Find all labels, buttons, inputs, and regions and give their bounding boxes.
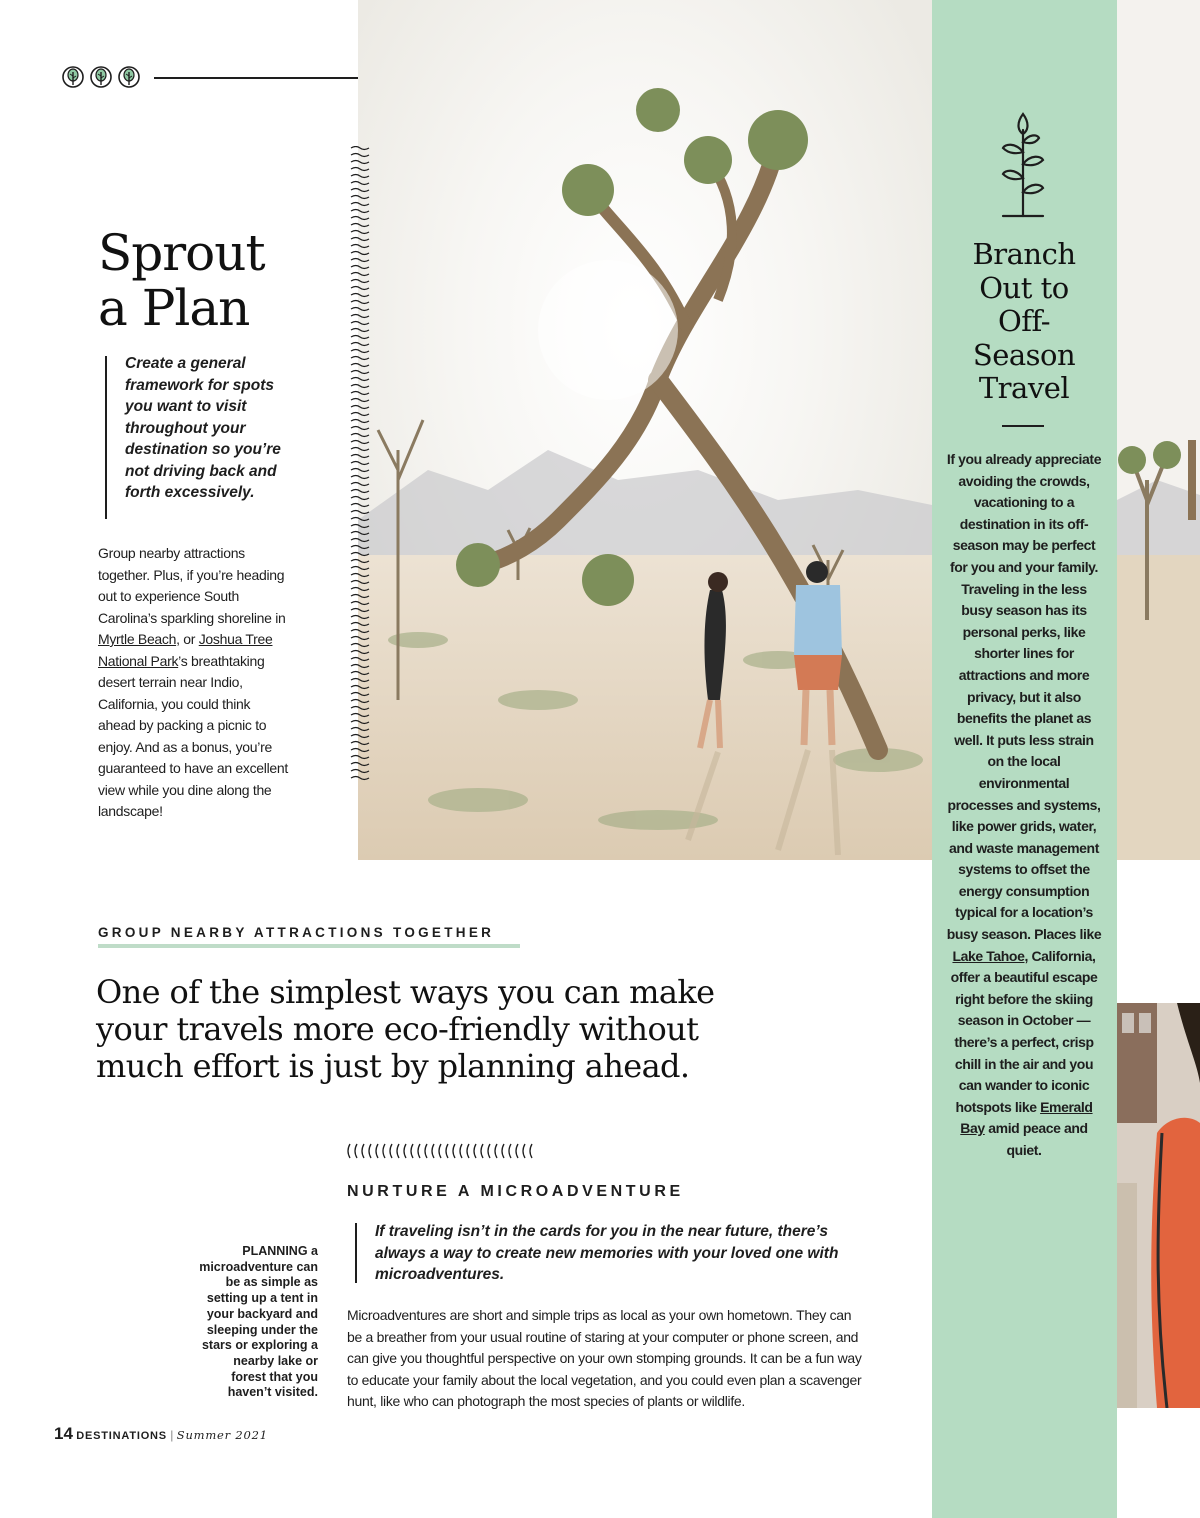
header-rule — [154, 77, 358, 79]
sprout-body — [98, 543, 288, 823]
pull-quote-bar — [105, 356, 107, 519]
issue-date: Summer 2021 — [176, 1428, 268, 1442]
squiggle-divider — [345, 1142, 537, 1160]
main-headline — [96, 974, 856, 1085]
sprout-title-line: a Plan — [98, 279, 250, 337]
tree-icon — [62, 66, 84, 88]
tree-icon — [118, 66, 140, 88]
emerald-bay-link[interactable]: Emerald Bay — [960, 1098, 1093, 1137]
sidebar-title-line: Season — [972, 337, 1076, 372]
body-text: ’s breathtaking desert terrain near Indio, California, you could think ahead by packing a picnic to enjoy. And as a bonus, you’re guaranteed to have an excellent view while you dine along the landscape! — [98, 652, 288, 819]
magazine-name: DESTINATIONS — [76, 1430, 167, 1442]
sidebar-title-line: Branch — [972, 237, 1076, 271]
headline-line: much effort is just by planning ahead. — [96, 1047, 690, 1085]
sidebar-text: If you already appreciate avoiding the crowds, vacationing to a destination in its off-season may be perfect for you and your family. Traveling in the less busy season has its personal perks, like shorter lines for attractions and more privacy, but it also benefits the planet as well. It puts less strain on the local environmental processes and systems, like power grids, water, and waste management systems to offset the energy consumption typical for a location’s busy season. Places like — [946, 451, 1102, 943]
tree-icon — [90, 66, 112, 88]
lake-tahoe-link[interactable]: Lake Tahoe — [952, 947, 1025, 964]
joshua-tree-link[interactable]: Joshua Tree National Park — [98, 631, 273, 669]
headline-line: One of the simplest ways you can make — [96, 973, 715, 1011]
side-note-lead: PLANNING — [242, 1244, 308, 1258]
page-number: 14 — [54, 1424, 73, 1443]
sidebar-title-line: Off- — [997, 304, 1050, 338]
headline-line: your travels more eco-friendly without — [96, 1010, 699, 1048]
sidebar-title-line: Out to — [979, 270, 1069, 305]
sidebar-title-line: Travel — [978, 371, 1070, 405]
myrtle-beach-link[interactable]: Myrtle Beach — [98, 631, 177, 647]
group-kicker: GROUP NEARBY ATTRACTIONS TOGETHER — [98, 925, 495, 940]
sidebar-text: , California, offer a beautiful escape right before the skiing season in October — there’s a perfect, crisp chill in the air and you can wander to iconic hotspots like — [950, 947, 1098, 1115]
woman-orange-dress-photo — [1117, 1003, 1200, 1408]
sprout-title-line: Sprout — [98, 224, 265, 282]
micro-side-note — [196, 1244, 318, 1401]
sidebar-body — [946, 449, 1102, 1162]
footer-separator: | — [170, 1428, 174, 1442]
pull-quote-bar — [355, 1223, 357, 1283]
sprout-title — [98, 226, 348, 336]
header-tree-icons — [62, 66, 140, 88]
wave-border — [349, 146, 371, 782]
sprout-pull-quote: Create a general framework for spots you want to visit throughout your destination so you’re not driving back and forth excessively. — [125, 355, 281, 501]
micro-body: Microadventures are short and simple trips as local as your own hometown. They can be a breather from your usual routine of staring at your computer or phone screen, and can give you thoughtful perspective on your own stomping grounds. It can be a fun way to educate your family about the local vegetation, and you could even plan a scavenger hunt, like who can photograph the most species of plants or wildlife. — [347, 1307, 862, 1409]
side-note-text: a microadventure can be as simple as setting up a tent in your backyard and sleeping under the stars or exploring a nearby lake or forest that you haven’t visited. — [199, 1244, 318, 1400]
micro-pull-quote: If traveling isn’t in the cards for you in the near future, there’s always a way to create new memories with your loved one with microadventures. — [375, 1223, 839, 1283]
page-footer — [54, 1424, 268, 1444]
desert-photo-strip — [1117, 0, 1200, 860]
micro-kicker: NURTURE A MICROADVENTURE — [347, 1183, 684, 1200]
joshua-tree-photo — [358, 0, 932, 860]
body-text: Group nearby attractions together. Plus, if you’re heading out to experience South Carolina’s sparkling shoreline in — [98, 545, 286, 626]
kicker-underline — [98, 944, 520, 948]
sidebar-rule — [1002, 425, 1044, 427]
sidebar-text: amid peace and quiet. — [984, 1120, 1088, 1158]
body-text: , or — [176, 631, 199, 647]
sidebar-title — [946, 238, 1102, 406]
sprig-icon — [993, 112, 1053, 222]
